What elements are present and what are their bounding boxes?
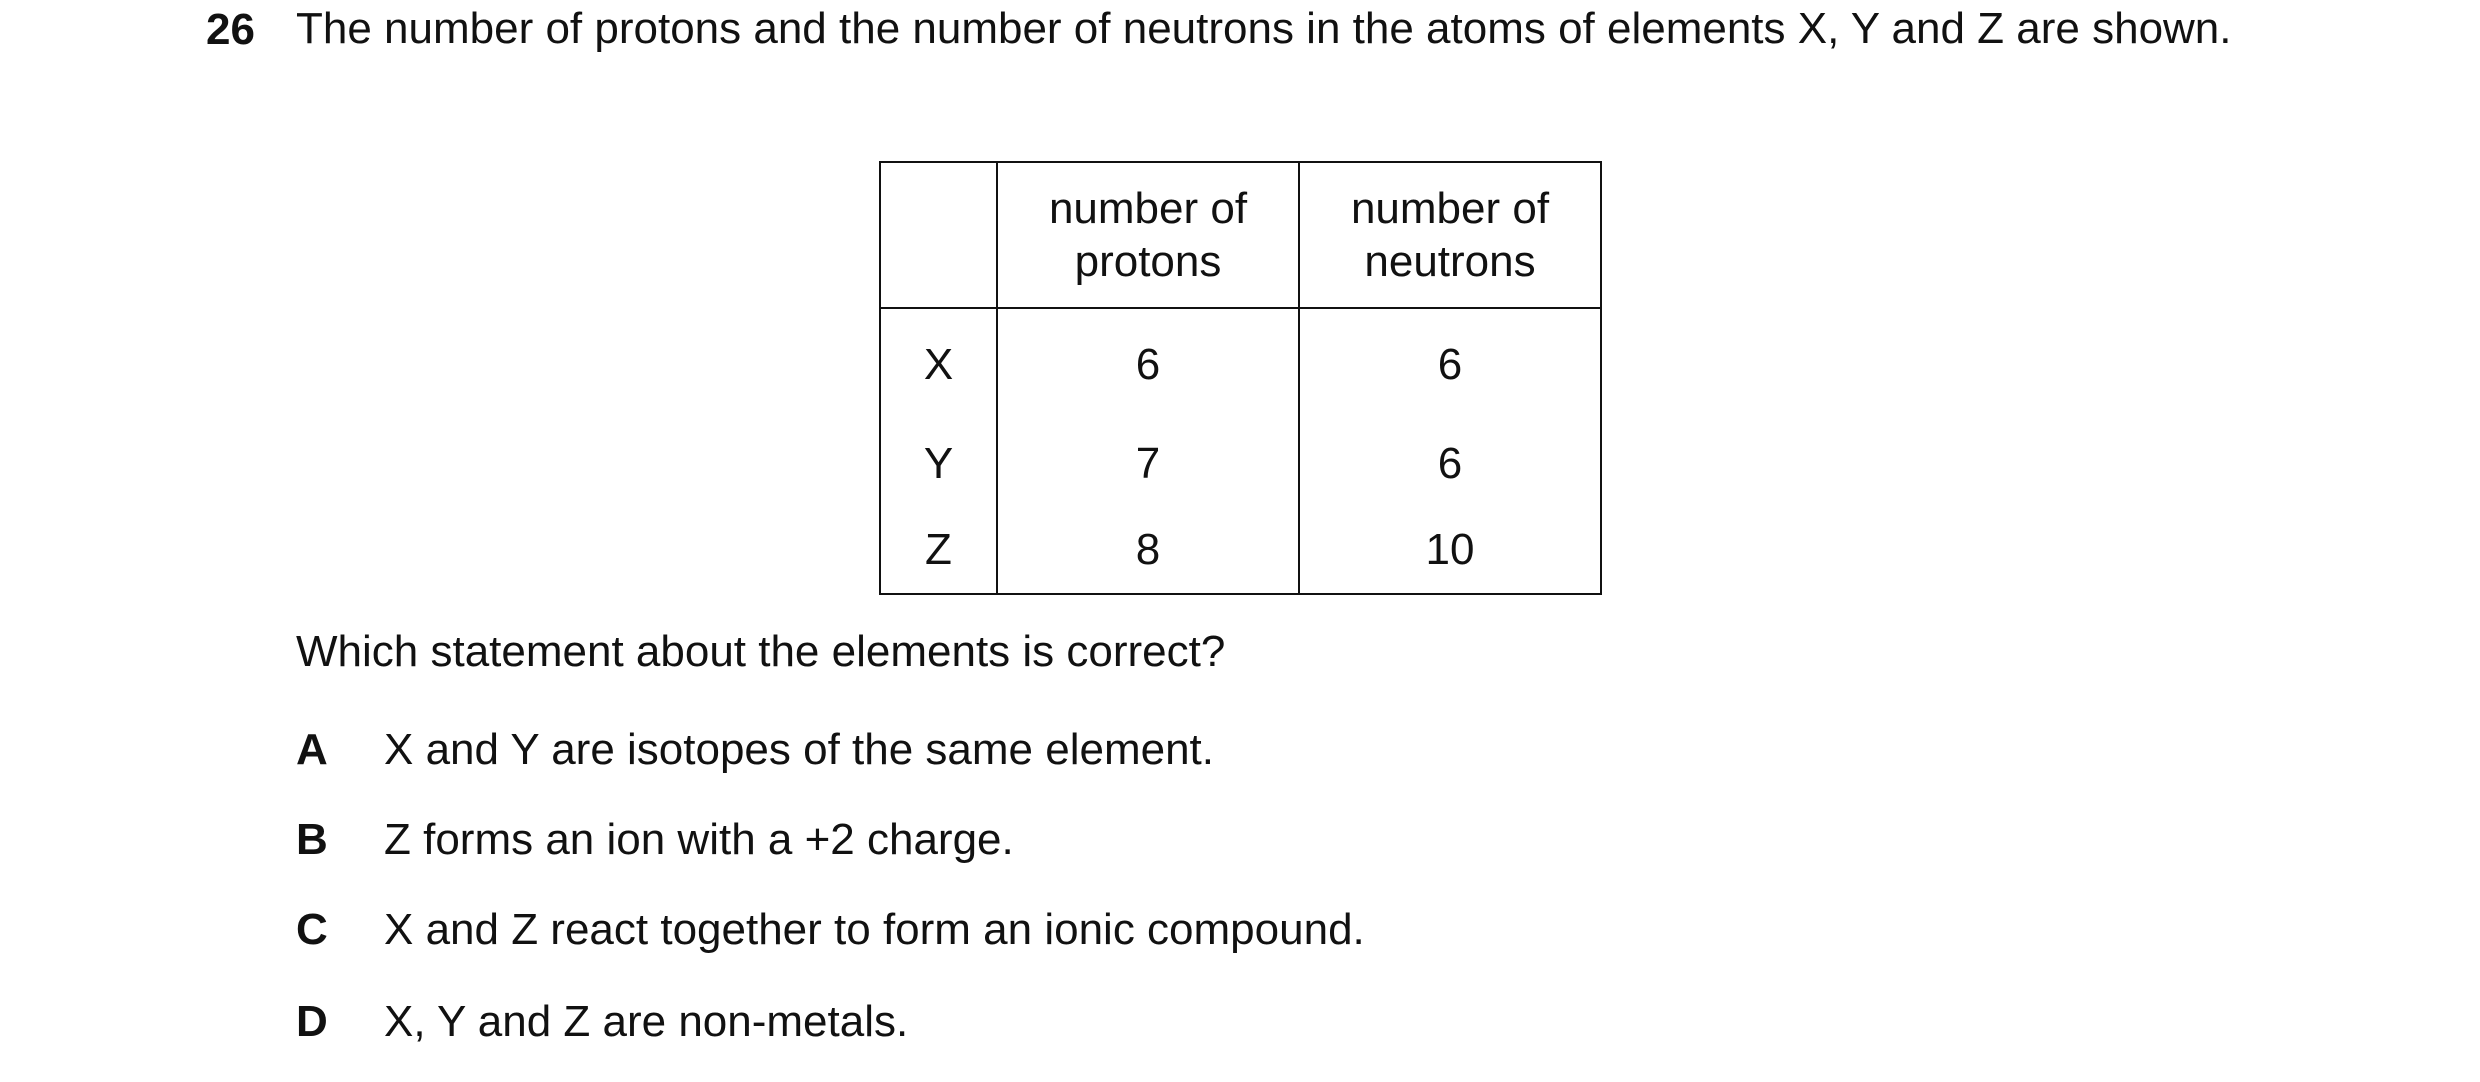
question-stem: The number of protons and the number of neutrons in the atoms of elements X, Y and Z are shown. (296, 4, 2232, 53)
option-d[interactable] (296, 994, 908, 1050)
option-text: Z forms an ion with a +2 charge. (384, 815, 1014, 864)
table-cell-neutrons: 6 (1299, 421, 1601, 507)
option-text: X, Y and Z are non-metals. (384, 997, 909, 1046)
table-cell-neutrons: 10 (1299, 507, 1601, 594)
table-cell-protons: 7 (997, 421, 1299, 507)
table-row (880, 421, 1601, 507)
table-cell-protons: 8 (997, 507, 1299, 594)
option-c[interactable] (296, 902, 1365, 958)
option-letter: D (296, 997, 328, 1046)
table-header-protons: number of protons (997, 162, 1299, 308)
table-header-row (880, 162, 1601, 308)
table-cell-element: Y (880, 421, 997, 507)
table-cell-protons: 6 (997, 308, 1299, 421)
option-letter: A (296, 725, 328, 774)
question-prompt: Which statement about the elements is correct? (296, 627, 1226, 676)
option-letter: B (296, 815, 328, 864)
option-text: X and Y are isotopes of the same element. (384, 725, 1215, 774)
option-a[interactable] (296, 722, 1214, 778)
table-cell-element: Z (880, 507, 997, 594)
table-cell-element: X (880, 308, 997, 421)
element-table (879, 161, 1602, 595)
question-number: 26 (206, 5, 255, 54)
option-text: X and Z react together to form an ionic compound. (384, 905, 1365, 954)
option-b[interactable] (296, 812, 1014, 868)
option-letter: C (296, 905, 328, 954)
table-row (880, 507, 1601, 594)
table-cell-neutrons: 6 (1299, 308, 1601, 421)
table-header-neutrons: number of neutrons (1299, 162, 1601, 308)
table-row (880, 308, 1601, 421)
table-header-empty (880, 162, 997, 308)
